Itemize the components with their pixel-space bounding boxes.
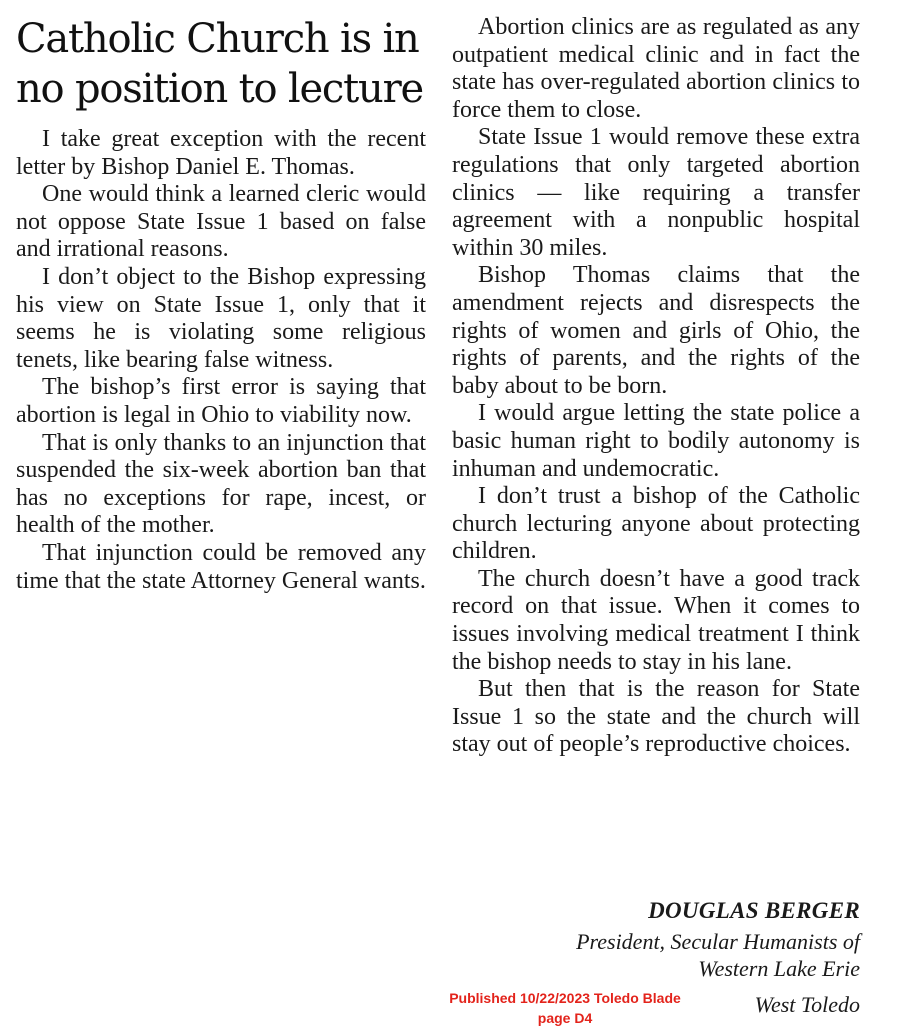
paragraph: Bishop Thomas claims that the amendment rejects and disrespects the rights of women and girls of Ohio, the rights of parents, and the rights of the baby about to be born. bbox=[452, 262, 860, 399]
paragraph: The bishop’s first error is saying that abortion is legal in Ohio to viability now. bbox=[16, 374, 426, 428]
left-column bbox=[16, 0, 426, 595]
paragraph: Abortion clinics are as regulated as any outpatient medical clinic and in fact the state has over-regulated abortion clinics to force them to close. bbox=[452, 14, 860, 123]
signature-title-line: Western Lake Erie bbox=[698, 956, 860, 981]
paragraph: I would argue letting the state police a basic human right to bodily autonomy is inhuman and undemocratic. bbox=[452, 400, 860, 482]
paragraph: That injunction could be removed any time that the state Attorney General wants. bbox=[16, 539, 426, 594]
paragraph: The church doesn’t have a good track record on that issue. When it comes to issues involving medical treatment I think the bishop needs to stay in his lane. bbox=[452, 565, 860, 675]
signature-title bbox=[576, 928, 860, 982]
right-column bbox=[452, 0, 860, 759]
publication-note-line: page D4 bbox=[537, 1010, 593, 1026]
paragraph: I don’t trust a bishop of the Catholic church lecturing anyone about protecting children. bbox=[452, 483, 860, 565]
headline: Catholic Church is in no position to lecture bbox=[16, 16, 423, 112]
publication-note bbox=[440, 988, 690, 1028]
signature-location: West Toledo bbox=[754, 992, 860, 1017]
paragraph: One would think a learned cleric would not oppose State Issue 1 based on false and irrational reasons. bbox=[16, 181, 426, 263]
right-body bbox=[452, 14, 860, 759]
paragraph: State Issue 1 would remove these extra regulations that only targeted abortion clinics — like requiring a transfer agreement with a nonpublic hospital within 30 miles. bbox=[452, 124, 860, 261]
paragraph: That is only thanks to an injunction that suspended the six-week abortion ban that has no exceptions for rape, incest, or health of the mother. bbox=[16, 429, 426, 539]
paragraph: But then that is the reason for State Issue 1 so the state and the church will stay out of people’s reproductive choices. bbox=[452, 676, 860, 758]
publication-note-line: Published 10/22/2023 Toledo Blade bbox=[449, 990, 681, 1006]
paragraph: I take great exception with the recent letter by Bishop Daniel E. Thomas. bbox=[16, 126, 426, 180]
left-body bbox=[16, 126, 426, 595]
signature-name: DOUGLAS BERGER bbox=[648, 898, 860, 923]
signature-title-line: President, Secular Humanists of bbox=[576, 929, 860, 954]
paragraph: I don’t object to the Bishop expressing his view on State Issue 1, only that it seems he is violating some religious tenets, like bearing false witness. bbox=[16, 263, 426, 373]
